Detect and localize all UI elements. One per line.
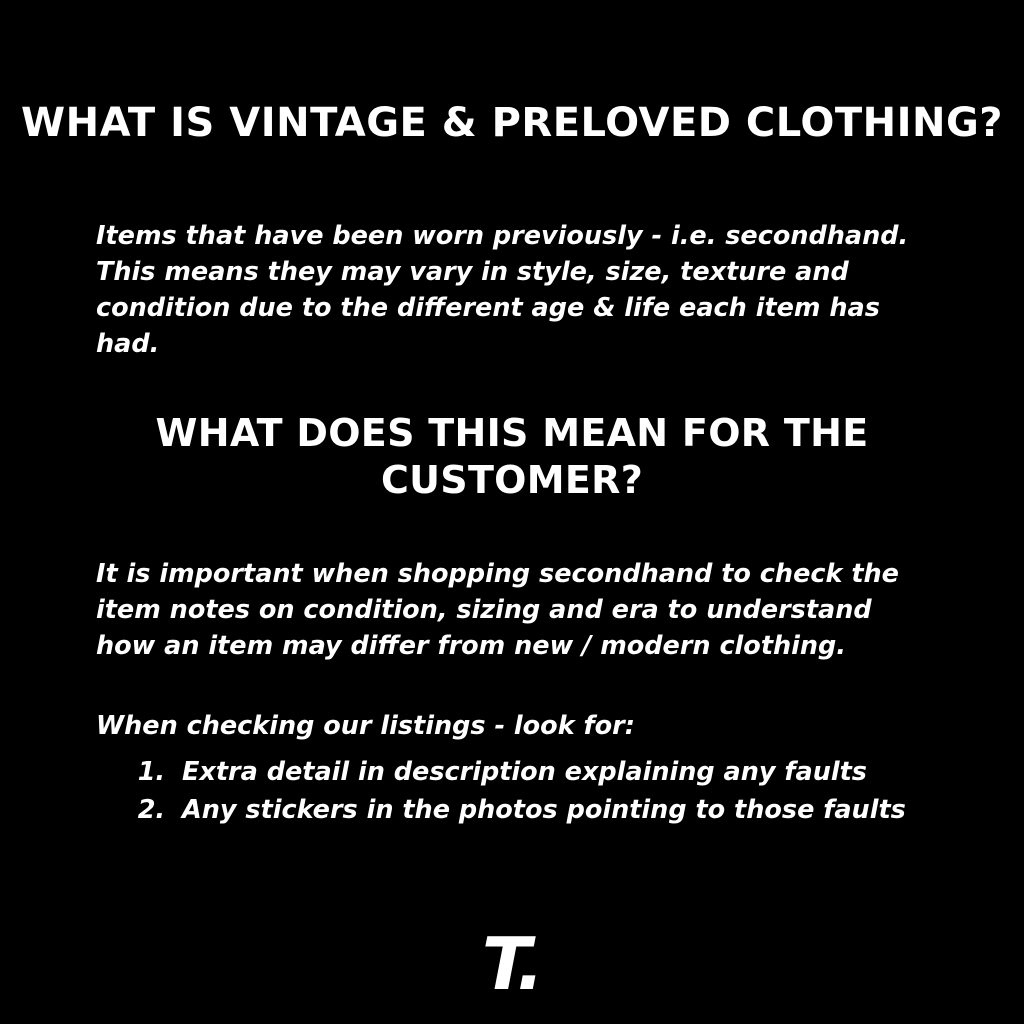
checklist-container (96, 753, 928, 830)
checklist (96, 753, 928, 830)
page-title: WHAT IS VINTAGE & PRELOVED CLOTHING? (20, 99, 1004, 146)
list-item: 2. Any stickers in the photos pointing to those faults (174, 791, 928, 829)
checklist-intro: When checking our listings - look for: (96, 710, 635, 741)
list-item: 1. Extra detail in description explaining any faults (174, 753, 928, 791)
guidance-paragraph: It is important when shopping secondhand to check the item notes on condition, sizing and era to understand how an item may differ from new / modern clothing. (96, 558, 899, 661)
section-heading-customer: WHAT DOES THIS MEAN FOR THE CUSTOMER? (155, 410, 869, 503)
brand-logo: T. (481, 922, 543, 1006)
definition-paragraph: Items that have been worn previously - i.e. secondhand. This means they may vary in style, size, texture and condition due to the different age & life each item has had. (96, 220, 909, 360)
